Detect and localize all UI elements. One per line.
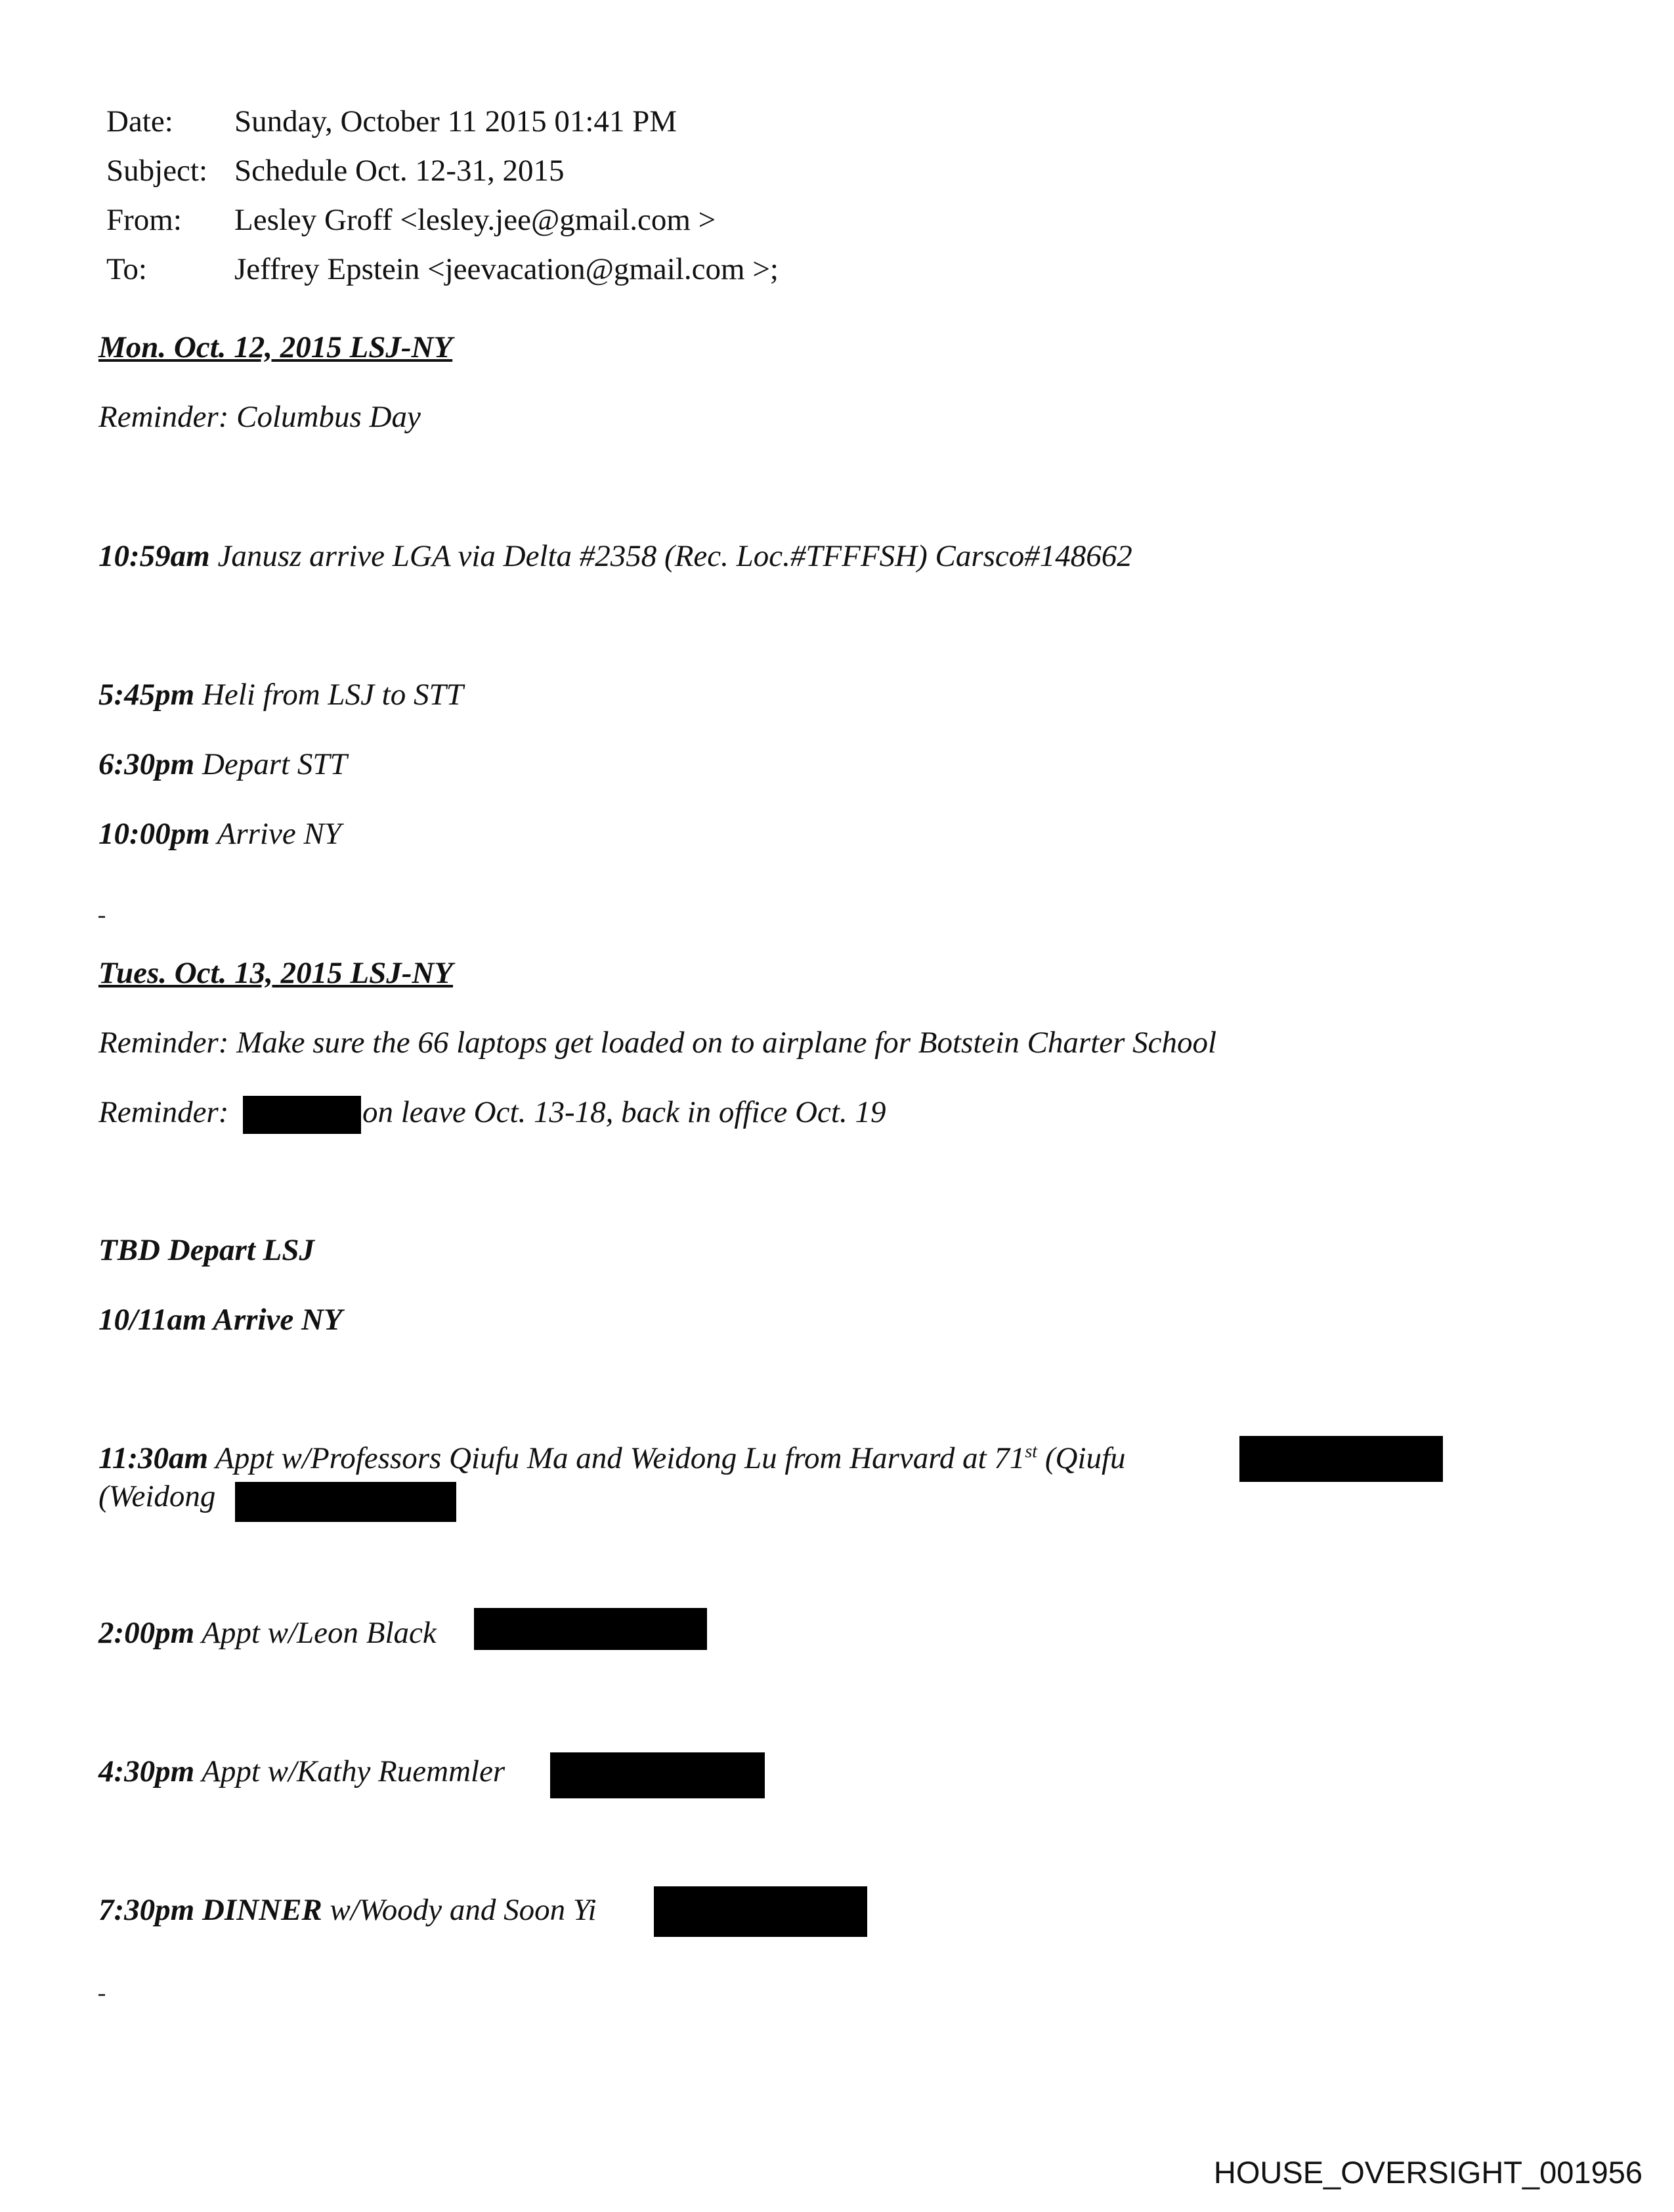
day2-event-1 (98, 1441, 1126, 1476)
event-time: 7:30pm DINNER (98, 1893, 322, 1927)
day2-arrive: 10/11am Arrive NY (98, 1303, 343, 1337)
event-text: Janusz arrive LGA via Delta #2358 (Rec. Loc.#TFFFSH) Carsco#148662 (209, 539, 1132, 573)
redaction-box (243, 1096, 361, 1134)
subject-value: Schedule Oct. 12-31, 2015 (234, 154, 565, 188)
day2-reminder-2-prefix: Reminder: (98, 1095, 229, 1129)
day1-event-2 (98, 677, 463, 712)
event-text: Appt w/Leon Black (194, 1616, 437, 1650)
day2-event-3 (98, 1754, 505, 1789)
event-time: 2:00pm (98, 1616, 195, 1650)
event-text: w/Woody and Soon Yi (322, 1893, 597, 1927)
redaction-box (550, 1752, 765, 1798)
redaction-box (1239, 1436, 1443, 1482)
day2-reminder-1: Reminder: Make sure the 66 laptops get loaded on to airplane for Botstein Charter School (98, 1026, 1217, 1060)
day2-tbd-depart: TBD Depart LSJ (98, 1233, 314, 1267)
day1-heading: Mon. Oct. 12, 2015 LSJ-NY (98, 330, 453, 364)
subject-label: Subject: (106, 154, 208, 188)
event-time: 4:30pm (98, 1754, 195, 1789)
event-text: Heli from LSJ to STT (194, 678, 463, 712)
event-text: Appt w/Kathy Ruemmler (194, 1754, 505, 1789)
event-time: 11:30am (98, 1441, 209, 1475)
event-time: 10:59am (98, 539, 210, 573)
to-value: Jeffrey Epstein <jeevacation@gmail.com >; (234, 252, 779, 286)
day1-event-3 (98, 747, 347, 782)
day2-event-4 (98, 1892, 597, 1928)
from-value: Lesley Groff <lesley.jee@gmail.com > (234, 203, 716, 237)
day1-event-1 (98, 538, 1132, 574)
event-text: Appt w/Professors Qiufu Ma and Weidong Lu from Harvard at 71 (208, 1441, 1025, 1475)
day1-reminder: Reminder: Columbus Day (98, 400, 421, 434)
date-value: Sunday, October 11 2015 01:41 PM (234, 104, 677, 139)
from-label: From: (106, 203, 182, 237)
bates-number: HOUSE_OVERSIGHT_001956 (1213, 2155, 1642, 2190)
separator-dash (98, 916, 105, 918)
day2-heading: Tues. Oct. 13, 2015 LSJ-NY (98, 956, 454, 990)
event-text: Arrive NY (209, 817, 341, 851)
to-label: To: (106, 252, 147, 286)
day1-event-4 (98, 816, 341, 852)
redaction-box (235, 1482, 456, 1522)
event-time: 10:00pm (98, 817, 210, 851)
separator-dash (98, 1994, 105, 1996)
day2-event-1-line2: (Weidong (98, 1479, 216, 1513)
date-label: Date: (106, 104, 173, 139)
redaction-box (474, 1608, 707, 1650)
event-text-cont: (Qiufu (1037, 1441, 1126, 1475)
event-time: 5:45pm (98, 678, 195, 712)
day2-event-2 (98, 1615, 437, 1651)
event-text: Depart STT (194, 747, 347, 781)
redaction-box (654, 1886, 867, 1937)
event-time: 6:30pm (98, 747, 195, 781)
event-superscript: st (1025, 1441, 1038, 1462)
day2-reminder-2-suffix: on leave Oct. 13-18, back in office Oct. 19 (362, 1095, 886, 1129)
